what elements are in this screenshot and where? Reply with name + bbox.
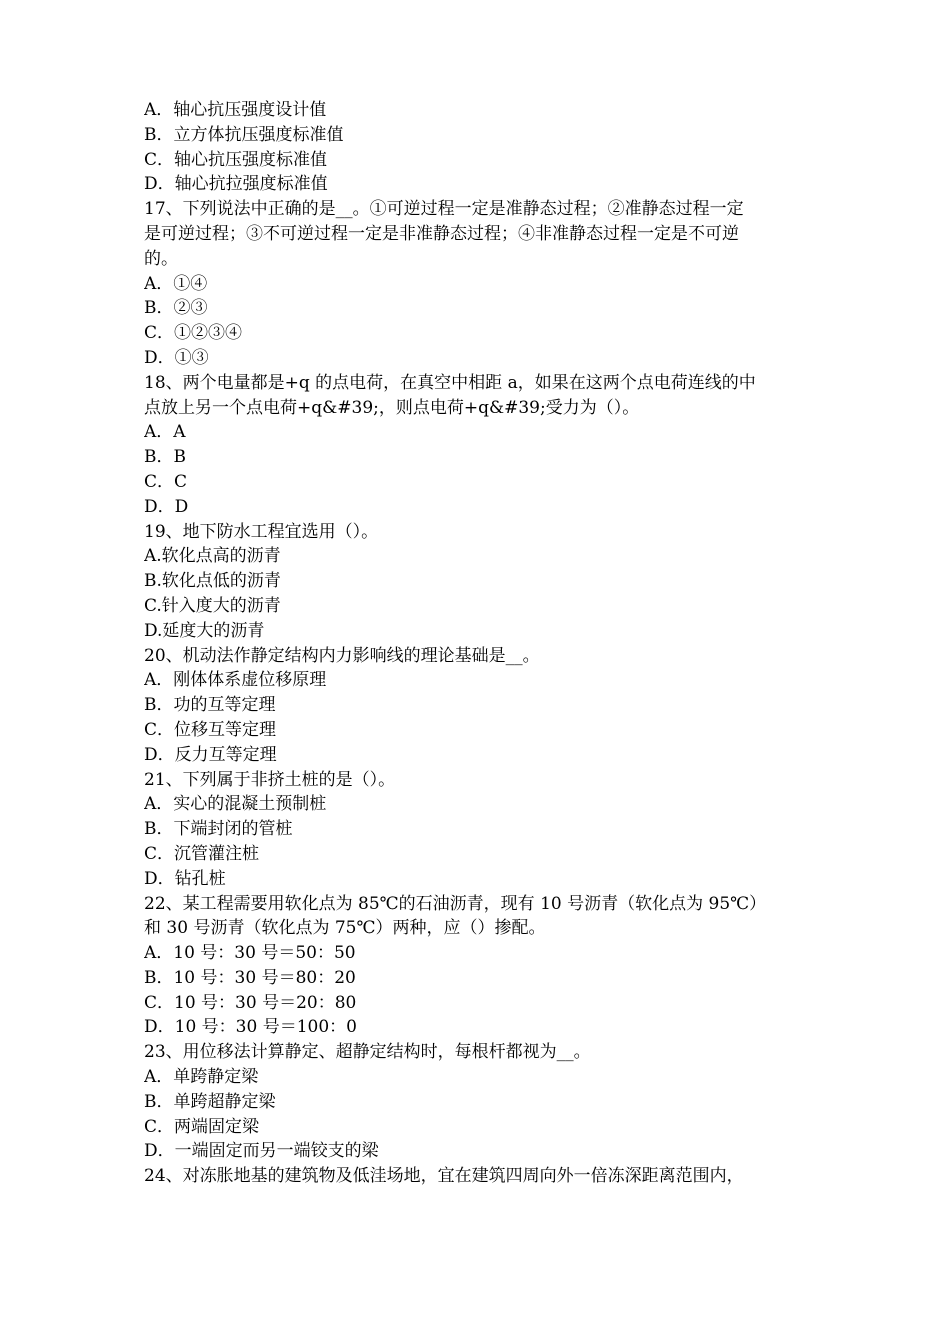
option-16-b: B．立方体抗压强度标准值 [144, 124, 344, 145]
option-18-a: A．A [144, 422, 186, 443]
document-text [144, 98, 812, 1189]
option-18-b: B．B [144, 447, 186, 468]
option-17-d: D．①③ [144, 347, 209, 368]
option-20-b: B．功的互等定理 [144, 695, 276, 716]
option-21-c: C．沉管灌注桩 [144, 843, 260, 864]
option-22-d: D．10 号：30 号＝100：0 [144, 1017, 357, 1038]
option-22-c: C．10 号：30 号＝20：80 [144, 992, 357, 1013]
option-21-a: A．实心的混凝土预制桩 [144, 794, 327, 815]
option-21-b: B．下端封闭的管桩 [144, 819, 293, 840]
question-23: 23、用位移法计算静定、超静定结构时，每根杆都视为__。 [144, 1042, 591, 1063]
question-18-line-2: 点放上另一个点电荷+q&#39;，则点电荷+q&#39;受力为（）。 [144, 397, 640, 418]
question-19: 19、地下防水工程宜选用（）。 [144, 521, 379, 542]
option-22-a: A．10 号：30 号＝50：50 [144, 943, 356, 964]
question-17-line-3: 的。 [144, 248, 178, 269]
option-19-a: A.软化点高的沥青 [144, 546, 281, 567]
option-20-c: C．位移互等定理 [144, 719, 277, 740]
option-17-c: C．①②③④ [144, 323, 243, 344]
option-23-b: B．单跨超静定梁 [144, 1091, 276, 1112]
option-19-c: C.针入度大的沥青 [144, 595, 281, 616]
option-20-a: A．刚体体系虚位移原理 [144, 670, 327, 691]
option-16-d: D．轴心抗拉强度标准值 [144, 174, 328, 195]
option-20-d: D．反力互等定理 [144, 744, 277, 765]
option-23-a: A．单跨静定梁 [144, 1067, 259, 1088]
option-19-d: D.延度大的沥青 [144, 620, 265, 641]
question-17-line-1: 17、下列说法中正确的是__。①可逆过程一定是准静态过程；②准静态过程一定 [144, 199, 744, 220]
option-22-b: B．10 号：30 号＝80：20 [144, 967, 356, 988]
option-17-b: B．②③ [144, 298, 208, 319]
question-20: 20、机动法作静定结构内力影响线的理论基础是__。 [144, 645, 540, 666]
question-21: 21、下列属于非挤土桩的是（）。 [144, 769, 396, 790]
question-24-line-1: 24、对冻胀地基的建筑物及低洼场地，宜在建筑四周向外一倍冻深距离范围内， [144, 1166, 744, 1187]
question-18-line-1: 18、两个电量都是+q 的点电荷，在真空中相距 a，如果在这两个点电荷连线的中 [144, 372, 756, 393]
option-18-c: C．C [144, 471, 188, 492]
option-23-c: C．两端固定梁 [144, 1116, 260, 1137]
option-19-b: B.软化点低的沥青 [144, 571, 281, 592]
question-22-line-2: 和 30 号沥青（软化点为 75℃）两种，应（）掺配。 [144, 918, 546, 939]
option-23-d: D．一端固定而另一端铰支的梁 [144, 1141, 379, 1162]
question-17-line-2: 是可逆过程；③不可逆过程一定是非准静态过程；④非准静态过程一定是不可逆 [144, 223, 739, 244]
option-16-c: C．轴心抗压强度标准值 [144, 149, 328, 170]
question-22-line-1: 22、某工程需要用软化点为 85℃的石油沥青，现有 10 号沥青（软化点为 95℃） [144, 893, 767, 914]
option-21-d: D．钻孔桩 [144, 868, 226, 889]
option-18-d: D．D [144, 496, 189, 517]
option-16-a: A．轴心抗压强度设计值 [144, 100, 327, 120]
option-17-a: A．①④ [144, 273, 208, 294]
